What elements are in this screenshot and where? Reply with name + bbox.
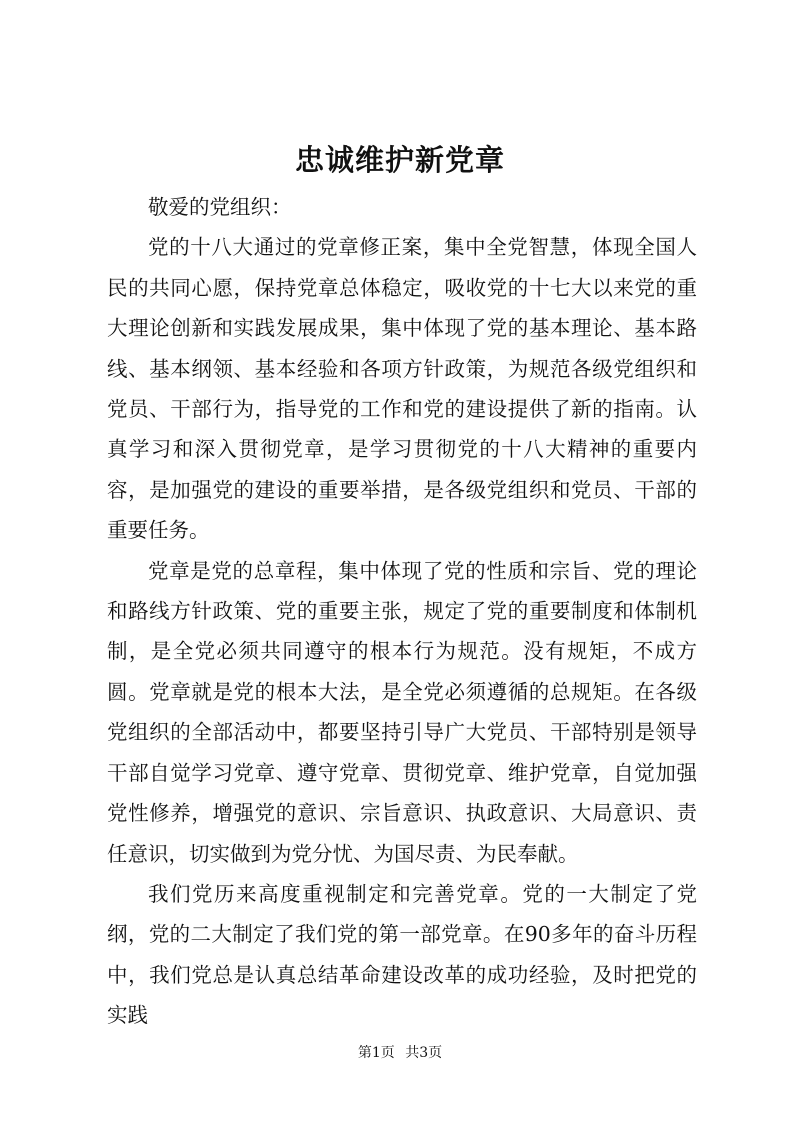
document-body bbox=[107, 187, 697, 1036]
paragraph-1: 党的十八大通过的党章修正案，集中全党智慧，体现全国人民的共同心愿，保持党章总体稳定，吸收党的十七大以来党的重大理论创新和实践发展成果，集中体现了党的基本理论、基本路线、基本纲领、基本经验和各项方针政策，为规范各级党组织和党员、干部行为，指导党的工作和党的建设提供了新的指南。认真学习和深入贯彻党章，是学习贯彻党的十八大精神的重要内容，是加强党的建设的重要举措，是各级党组织和党员、干部的重要任务。 bbox=[107, 235, 697, 543]
page-indicator: 第1页 共3页 bbox=[357, 1045, 443, 1061]
paragraph-3: 我们党历来高度重视制定和完善党章。党的一大制定了党纲，党的二大制定了我们党的第一部党章。在90多年的奋斗历程中，我们党总是认真总结革命建设改革的成功经验，及时把党的实践 bbox=[107, 881, 697, 1028]
page-footer bbox=[0, 1043, 800, 1063]
document-title: 忠诚维护新党章 bbox=[294, 143, 505, 177]
salutation: 敬爱的党组织： bbox=[148, 195, 292, 219]
paragraph-2: 党章是党的总章程，集中体现了党的性质和宗旨、党的理论和路线方针政策、党的重要主张，规定了党的重要制度和体制机制，是全党必须共同遵守的根本行为规范。没有规矩，不成方圆。党章就是党的根本大法，是全党必须遵循的总规矩。在各级党组织的全部活动中，都要坚持引导广大党员、干部特别是领导干部自觉学习党章、遵守党章、贯彻党章、维护党章，自觉加强党性修养，增强党的意识、宗旨意识、执政意识、大局意识、责任意识，切实做到为党分忧、为国尽责、为民奉献。 bbox=[107, 558, 697, 866]
